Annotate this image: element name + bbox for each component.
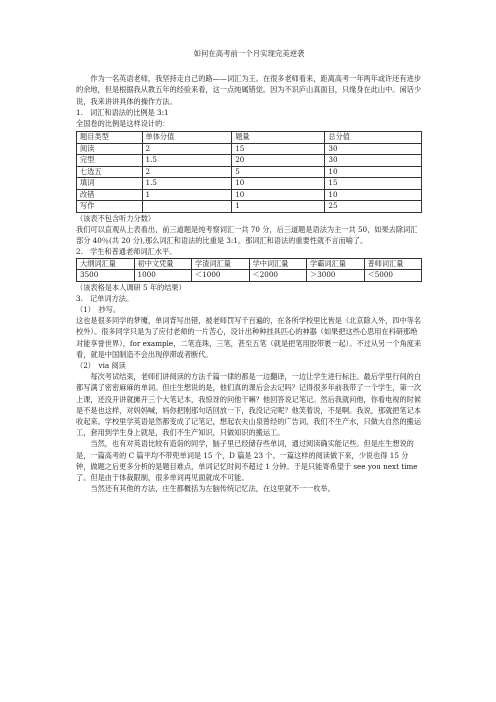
table-row bbox=[77, 143, 422, 155]
table-row bbox=[77, 155, 422, 167]
via-reading-paragraph-1: 每次考试结束，老师们讲阅读的方法千篇一律的都是一边翻译，一边让学生进行标注。最后学里行间的白都写满了密密麻麻的单词。但庄生想说的是，他们真的课后会去记吗？记得很多年前我带了一个学生，第一次上课，还没开讲就摊开三个大笔记本，我惊讶的问他干嘛？他回答说记笔记。然后我就问他，你看电视的时候是不是也这样，对妈妈喊，妈你把刚那句话回放一下，我没记完呢？他笑着说，不是啊。我说，那就把笔记本收起来。学校里学英语是然都变成了记笔记，想起农夫山泉曾经的广告词，我们不生产水，只做大自然的搬运工，套用到学生身上就是，我们不生产知识，只做知识的搬运工。 bbox=[76, 372, 422, 438]
table-header-cell: 题量 bbox=[232, 132, 325, 144]
table-cell: 10 bbox=[232, 178, 325, 190]
table-cell: 2 bbox=[142, 166, 232, 178]
vocabulary-table bbox=[76, 258, 422, 282]
table-cell: 15 bbox=[232, 143, 325, 155]
table-row bbox=[77, 178, 422, 190]
via-reading-paragraph-2: 当然，也有对英语比较有造诣的同学，脑子里已经储存些单词，通过阅读确实能记些。但是庄生想说的是，一篇高考的 C 篇平均不带兜单词是 15 个，D 篇是 23 个。一篇这样的阅读做下来，少说也得 15 分钟，做题之后更多分析的是题目难点，单词记忆时间不超过 1 分钟。于是只能寄希望于 see you next time 了。但是由于体裁限制，很多单词再见面就成不可能。 bbox=[76, 439, 418, 482]
document-page bbox=[76, 48, 422, 494]
section-1-subtext: 全国卷的比例是这样设计的： bbox=[76, 119, 170, 129]
table-cell: 10 bbox=[232, 189, 325, 201]
table-cell: 15 bbox=[325, 178, 422, 190]
subsection-copy-heading: （1） 抄写。 bbox=[76, 304, 121, 314]
subsection-via-reading-heading: （2） via 阅读 bbox=[76, 360, 126, 370]
table-cell: ＞3000 bbox=[307, 270, 365, 282]
table-header-cell: 学中词汇量 bbox=[249, 258, 307, 270]
table-header-row bbox=[77, 258, 422, 270]
table-row bbox=[77, 166, 422, 178]
table-2-note: （该表格是本人调研 5 年的结果） bbox=[76, 282, 186, 292]
table-cell: 20 bbox=[232, 155, 325, 167]
table-row bbox=[77, 270, 422, 282]
table-cell: 3500 bbox=[77, 270, 135, 282]
table-cell: 写作 bbox=[77, 201, 143, 213]
table-cell: ＜2000 bbox=[249, 270, 307, 282]
table-header-cell: 大纲词汇量 bbox=[77, 258, 135, 270]
table-header-cell: 初中文凭量 bbox=[134, 258, 192, 270]
table-header-cell: 总分值 bbox=[325, 132, 422, 144]
section-2-heading: 2. 学生和普通老师词汇水平。 bbox=[76, 247, 177, 257]
table-cell: ＜5000 bbox=[364, 270, 422, 282]
table-cell: 改错 bbox=[77, 189, 143, 201]
table-cell: 25 bbox=[325, 201, 422, 213]
table-row bbox=[77, 201, 422, 213]
table-cell: 1.5 bbox=[142, 178, 232, 190]
intro-paragraph: 作为一名英语老师，我坚持走自己的路——词汇为王。在很多老师看来，距离高考一年两年或许还有进步的余地，但是根据我从教五年的经验来看，这一点纯属错觉。因为不识庐山真面目，只缘身在此山中。闲话少说，我来讲讲具体的操作方法。 bbox=[76, 74, 422, 106]
table-cell: 5 bbox=[232, 166, 325, 178]
table-cell: 30 bbox=[325, 143, 422, 155]
table-cell: 1000 bbox=[134, 270, 192, 282]
table-header-cell: 普师词汇量 bbox=[364, 258, 422, 270]
table-header-cell: 学渣词汇量 bbox=[192, 258, 250, 270]
table-header-cell: 题目类型 bbox=[77, 132, 143, 144]
table-cell: 1 bbox=[142, 189, 232, 201]
table-cell: ＜1000 bbox=[192, 270, 250, 282]
table-cell: 完型 bbox=[77, 155, 143, 167]
table-cell: 1 bbox=[232, 201, 325, 213]
table-cell: 2 bbox=[142, 143, 232, 155]
table-cell: 填词 bbox=[77, 178, 143, 190]
table-cell: 10 bbox=[325, 189, 422, 201]
section-3-heading: 3. 记单词方法。 bbox=[76, 293, 134, 303]
copy-method-paragraph: 这也是很多同学的梦魇，单词背写出错，被老师罚写千百遍的，在各所学校里比皆是（北京除入外，四中等名校外）。很多同学只是为了应付老师的一片苦心，设计出种种挂具匹心的神器（如果把这些心思用在科研那绝对能享誉世界），for example，二笔连珠，三笔，甚至五笔（就是把笔用胶带裹一起）。不过从另一个角度来看，就是中国制造不会出现停滞或者断代。 bbox=[76, 316, 422, 359]
table-cell: 1.5 bbox=[142, 155, 232, 167]
table-cell: 阅读 bbox=[77, 143, 143, 155]
analysis-paragraph: 我们可以直观从上表看出，前三道题是纯考察词汇一共 70 分，后三道题是语法为主一共 50，如果去除词汇部分 40％(共 20 分),那么词汇和语法的比重是 3:1。那词汇和语法的重要性就不言而喻了。 bbox=[76, 224, 418, 246]
score-table bbox=[76, 131, 422, 213]
section-1-heading: 1. 词汇和语法的比例是 3:1 bbox=[76, 107, 169, 117]
closing-paragraph: 当然还有其他的方法，庄生都概括为左脑传统记忆法，在这里就不一一枚举。 bbox=[90, 484, 335, 494]
table-row bbox=[77, 189, 422, 201]
document-title: 如何在高考前一个月实现完美逆袭 bbox=[193, 49, 305, 58]
table-header-row bbox=[77, 132, 422, 144]
table-cell: 10 bbox=[325, 166, 422, 178]
table-1-note: （该表不包含听力分数） bbox=[76, 213, 156, 223]
table-header-cell: 单体分值 bbox=[142, 132, 232, 144]
table-cell bbox=[142, 201, 232, 213]
table-cell: 30 bbox=[325, 155, 422, 167]
table-cell: 七选五 bbox=[77, 166, 143, 178]
table-header-cell: 学霸词汇量 bbox=[307, 258, 365, 270]
